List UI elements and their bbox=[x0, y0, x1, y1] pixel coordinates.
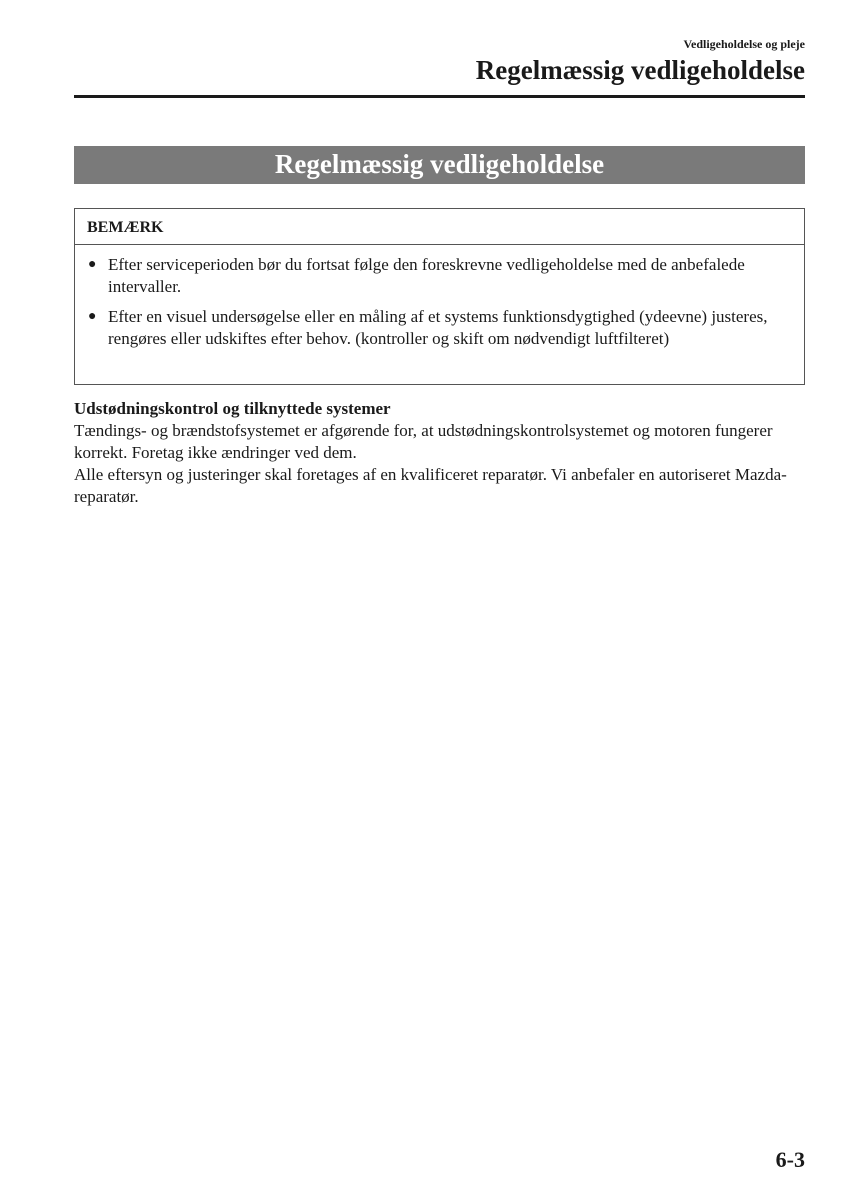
note-item-text: Efter en visuel undersøgelse eller en måling af et systems funktionsdygtighed (ydeevne) justeres, rengøres eller udskiftes efter behov. (kontroller og skift om nødvendigt luftfilteret) bbox=[108, 307, 768, 348]
emission-paragraph-2: Alle eftersyn og justeringer skal foretages af en kvalificeret reparatør. Vi anbefaler en autoriseret Mazda-reparatør. bbox=[74, 465, 787, 506]
page-number: 6-3 bbox=[775, 1147, 805, 1172]
note-item-text: Efter serviceperioden bør du fortsat følge den foreskrevne vedligeholdelse med de anbefalede intervaller. bbox=[108, 255, 745, 296]
bullet-icon: ● bbox=[88, 257, 97, 272]
note-item bbox=[88, 306, 784, 350]
running-header-section: Vedligeholdelse og pleje bbox=[683, 37, 805, 51]
note-box bbox=[74, 208, 805, 385]
header-rule bbox=[74, 95, 805, 98]
section-banner: Regelmæssig vedligeholdelse bbox=[74, 146, 805, 184]
running-header-title: Regelmæssig vedligeholdelse bbox=[475, 55, 805, 85]
note-heading: BEMÆRK bbox=[75, 209, 804, 245]
emission-paragraph-1: Tændings- og brændstofsystemet er afgørende for, at udstødningskontrolsystemet og motoren fungerer korrekt. Foretag ikke ændringer ved dem. bbox=[74, 421, 773, 462]
note-item bbox=[88, 254, 784, 298]
emission-section bbox=[74, 398, 805, 508]
bullet-icon: ● bbox=[88, 309, 97, 324]
emission-heading: Udstødningskontrol og tilknyttede systemer bbox=[74, 399, 391, 418]
note-list bbox=[75, 245, 804, 350]
